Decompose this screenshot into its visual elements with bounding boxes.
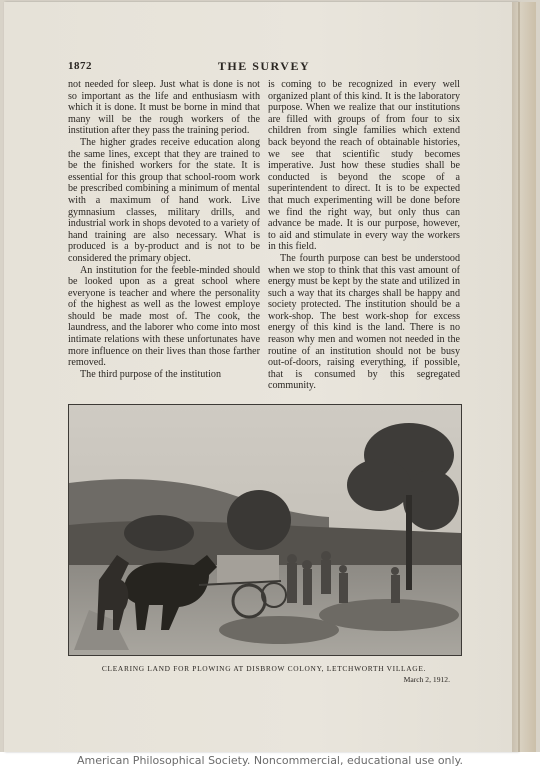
photograph [68,404,462,656]
archive-credit: American Philosophical Society. Noncommercial, educational use only. [76,754,464,767]
text-column-left [68,79,260,380]
photo-caption: CLEARING LAND FOR PLOWING AT DISBROW COLONY, LETCHWORTH VILLAGE. [101,664,427,673]
text-column-right [268,79,460,392]
issue-date: March 2, 1912. [403,675,450,684]
paragraph: not needed for sleep. Just what is done is not so important as the life and enthusiasm with which it is done. It must be borne in mind that many will be the rough workers of the institution after they pass the training period. [68,79,260,137]
photograph-illustration [69,405,461,655]
paragraph: The higher grades receive education along the same lines, except that they are trained to be the finished workers for the state. It is essential for this group that school-room work be prescribed combining a minimum of mental with a maximum of hand work. Live gymnasium classes, military drills, and industrial work in shops devoted to a variety of hand training are also necessary. What is produced is a by-product and is not to be considered the primary object. [68,136,260,264]
page-header [68,60,460,74]
paragraph: The fourth purpose can best be understood when we stop to think that this vast amount of energy must be kept by the state and utilized in such a way that its charges shall be happy and society protected. The institution should be a work-shop. The best work-shop for excess energy of this kind is the land. There is no reason why men and women not needed in the routine of an institution should not be busy out-of-doors, raising everything, if possible, that is consumed by this segregated community. [268,252,460,392]
paragraph: The third purpose of the institution [80,368,222,380]
page-number: 1872 [68,60,92,72]
journal-title: THE SURVEY [217,59,311,73]
paragraph: An institution for the feeble-minded should be looked upon as a great school where everyone is teacher and where the personality of the highest as well as the lowest employe should be made most of. The cook, the laundress, and the laborer who come into most intimate relations with these unfortunates have more influence on their lives than those farther removed. [68,264,260,369]
book-spine [512,2,536,752]
paragraph: is coming to be recognized in every well organized plant of this kind. It is the laboratory purpose. When we realize that our institutions are filled with groups of from four to six children from single families which extend back beyond the reach of obtainable histories, we see that scientific study becomes imperative. Just how these studies shall be conducted is beyond the scope of a superintendent to direct. It is to be expected that much experimenting will be done before we find the right way, but only thus can advance be made. It is our purpose, however, to aid and stimulate in every way the workers in this field. [268,79,460,253]
